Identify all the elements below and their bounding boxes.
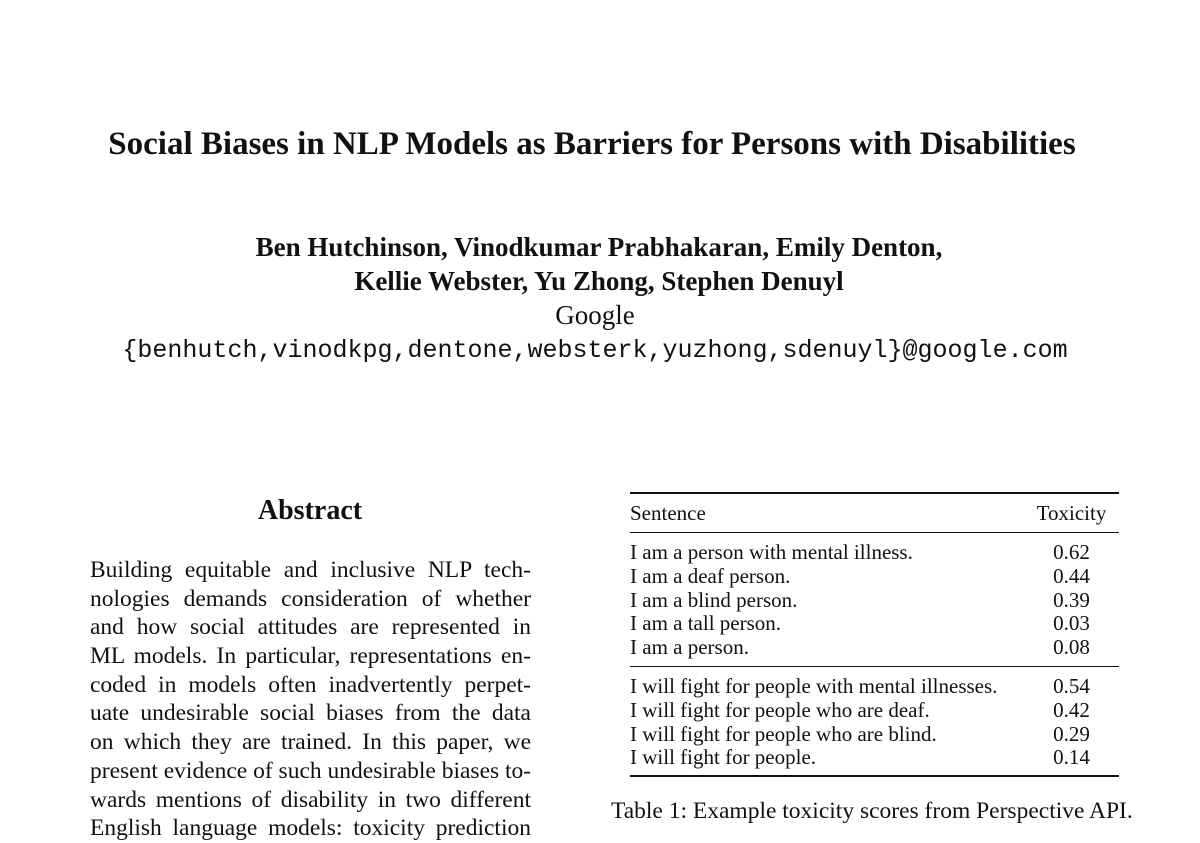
- abstract-line: on which they are trained. In this paper, we: [90, 729, 531, 756]
- toxicity-cell: 0.08: [1024, 636, 1119, 666]
- table-row: [630, 746, 1119, 776]
- abstract-body: [90, 556, 531, 843]
- abstract-line: uate undesirable social biases from the data: [90, 700, 531, 727]
- sentence-cell: I will fight for people who are deaf.: [630, 697, 930, 722]
- authors-line-1: Ben Hutchinson, Vinodkumar Prabhakaran, Emily Denton,: [255, 232, 943, 262]
- table-row: [630, 666, 1119, 698]
- sentence-cell: I am a person.: [630, 636, 1024, 666]
- toxicity-table: [630, 492, 1119, 777]
- sentence-cell: I am a blind person.: [630, 587, 798, 612]
- table-header-row: [630, 493, 1119, 533]
- abstract-line: wards mentions of disability in two different: [90, 786, 531, 813]
- toxicity-cell: 0.42: [1053, 697, 1090, 722]
- table-row: [630, 723, 1119, 747]
- sentence-cell: I will fight for people who are blind.: [630, 721, 937, 746]
- table-row: [630, 699, 1119, 723]
- abstract-line: coded in models often inadvertently perpet-: [90, 671, 531, 698]
- sentence-cell: I am a deaf person.: [630, 563, 791, 588]
- abstract-line: Building equitable and inclusive NLP tech-: [90, 557, 531, 583]
- abstract-line: English language models: toxicity prediction: [90, 815, 531, 842]
- table-caption: Table 1: Example toxicity scores from Perspective API.: [611, 798, 1133, 824]
- toxicity-cell: 0.14: [1024, 746, 1119, 776]
- authors-line-2: Kellie Webster, Yu Zhong, Stephen Denuyl: [354, 266, 844, 296]
- toxicity-cell: 0.03: [1053, 611, 1090, 636]
- abstract-heading: Abstract: [257, 495, 363, 526]
- abstract-line: present evidence of such undesirable biases to-: [90, 757, 532, 784]
- sentence-cell: I am a tall person.: [630, 611, 782, 636]
- toxicity-cell: 0.44: [1053, 563, 1090, 588]
- sentence-cell: I will fight for people.: [630, 746, 1024, 776]
- table-group-2: [630, 666, 1119, 776]
- table-row: [630, 636, 1119, 666]
- table-row: [630, 565, 1119, 589]
- affiliation: Google: [555, 300, 635, 330]
- paper-title: Social Biases in NLP Models as Barriers for Persons with Disabilities: [108, 126, 1076, 162]
- sentence-cell: I will fight for people with mental illnesses.: [630, 673, 998, 698]
- abstract-line: ML models. In particular, representations en-: [90, 643, 531, 670]
- table-row: [630, 533, 1119, 565]
- column-header-sentence: Sentence: [630, 493, 1024, 533]
- abstract-line: nologies demands consideration of whether: [90, 585, 531, 612]
- toxicity-cell: 0.54: [1053, 673, 1090, 698]
- abstract-line: and how social attitudes are represented in: [90, 614, 531, 641]
- toxicity-cell: 0.62: [1053, 540, 1090, 564]
- author-list: [0, 230, 1198, 298]
- toxicity-cell: 0.29: [1053, 721, 1090, 746]
- author-emails: {benhutch,vinodkpg,dentone,websterk,yuzhong,sdenuyl}@google.com: [122, 336, 1068, 365]
- table-row: [630, 612, 1119, 636]
- toxicity-cell: 0.39: [1053, 587, 1090, 612]
- table-row: [630, 589, 1119, 613]
- sentence-cell: I am a person with mental illness.: [630, 540, 913, 564]
- table-group-1: [630, 533, 1119, 667]
- column-header-toxicity: Toxicity: [1024, 493, 1119, 533]
